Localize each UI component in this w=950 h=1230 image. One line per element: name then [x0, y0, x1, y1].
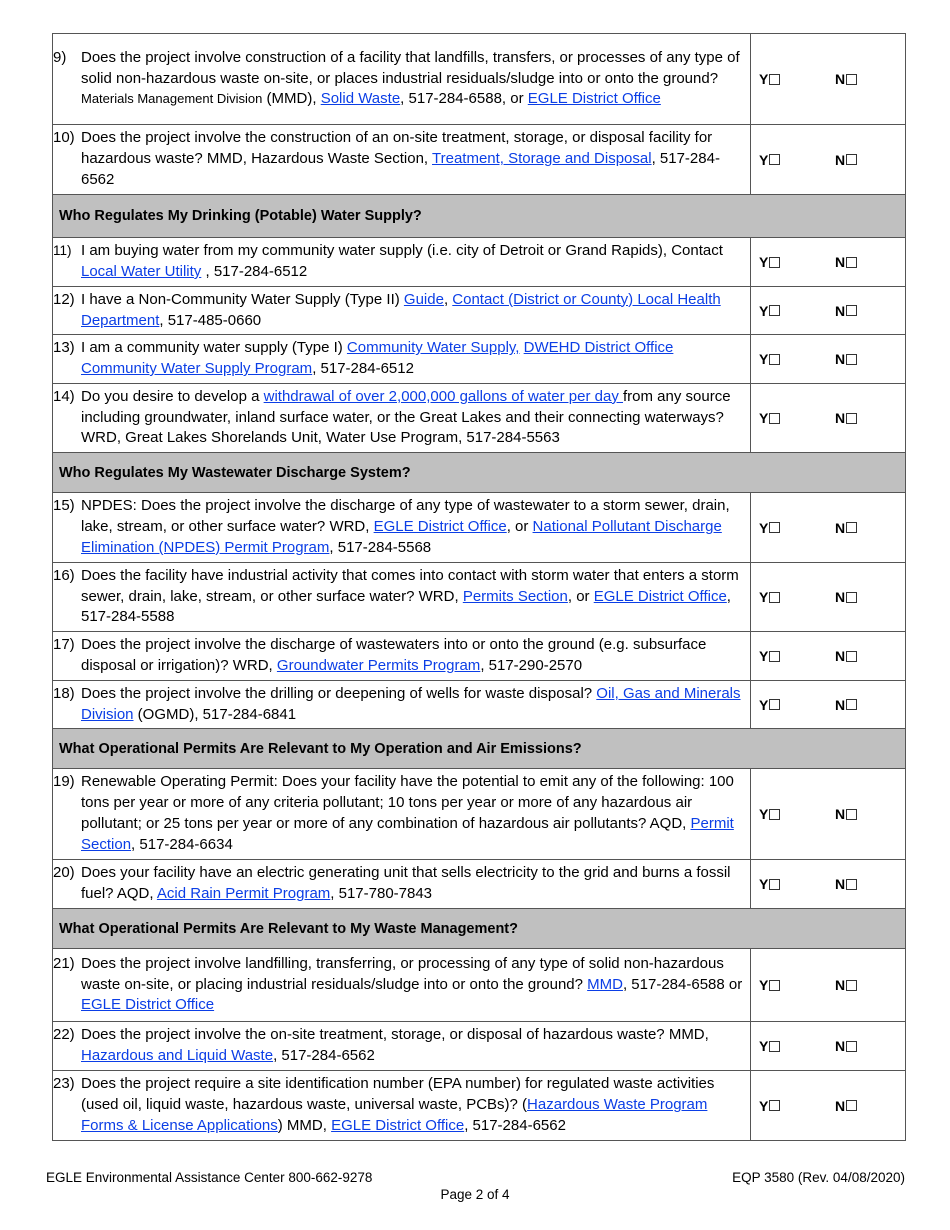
- text-run: , 517-284-6634: [131, 835, 233, 853]
- text-run: , 517-485-0660: [159, 311, 262, 329]
- no-checkbox[interactable]: [846, 154, 857, 165]
- question-row-23: [53, 1071, 906, 1141]
- no-checkbox[interactable]: [846, 1041, 857, 1052]
- yes-no-cell: [751, 563, 906, 632]
- question-text: [81, 48, 750, 110]
- yes-checkbox[interactable]: [769, 305, 780, 316]
- yes-no-cell: [751, 493, 906, 563]
- text-run: NPDES: Does the project involve the discharge of any type of wastewater to a storm sewer, drain, lake, stream, or other surface water? WRD,: [81, 497, 730, 536]
- yes-checkbox[interactable]: [769, 592, 780, 603]
- yes-no-cell: [751, 949, 906, 1022]
- question-number: 22): [53, 1026, 75, 1044]
- hyperlink[interactable]: EGLE District Office: [527, 90, 661, 108]
- yes-label: Y: [759, 351, 769, 367]
- question-text: [81, 241, 750, 283]
- yes-checkbox[interactable]: [769, 413, 780, 424]
- footer-contact: EGLE Environmental Assistance Center 800-662-9278: [46, 1170, 373, 1185]
- text-run: , 517-284-6588, or: [400, 90, 528, 108]
- yes-label: Y: [759, 151, 769, 168]
- question-number: 12): [53, 290, 75, 308]
- yes-no-cell: [751, 287, 906, 335]
- no-label: N: [835, 589, 846, 605]
- hyperlink[interactable]: EGLE District Office: [593, 587, 727, 605]
- text-run: Does your facility have an electric generating unit that sells electricity to the grid and burns a fossil fuel? AQD,: [81, 864, 731, 902]
- yes-label: Y: [759, 1038, 769, 1054]
- question-number: 10): [53, 129, 75, 147]
- text-run: , 517-284-6512: [312, 360, 414, 377]
- section-header: [53, 195, 906, 238]
- hyperlink[interactable]: Contact (District or County) Local Health Department: [81, 290, 721, 329]
- question-text: [81, 566, 750, 628]
- text-run: Does the project involve the construction of an on-site treatment, storage, or disposal facility for hazardous waste? MMD, Hazardous Waste Section,: [81, 129, 713, 168]
- yes-checkbox[interactable]: [769, 651, 780, 662]
- question-row-11: [53, 238, 906, 287]
- no-label: N: [835, 876, 846, 892]
- yes-no-cell: [751, 238, 906, 287]
- hyperlink[interactable]: Community Water Supply Program: [81, 360, 313, 377]
- text-run: (OGMD), 517-284-6841: [133, 705, 297, 723]
- no-label: N: [835, 351, 846, 367]
- question-row-14: [53, 384, 906, 453]
- question-text: [81, 635, 750, 677]
- yes-label: Y: [759, 410, 769, 426]
- text-run: , or: [506, 518, 533, 536]
- question-number: 23): [53, 1075, 75, 1093]
- question-text: [81, 387, 750, 449]
- text-run: , 517-284-6588 or: [622, 975, 743, 993]
- no-checkbox[interactable]: [846, 879, 857, 890]
- question-row-22: [53, 1022, 906, 1071]
- yes-label: Y: [759, 302, 769, 319]
- text-run: Does the project require a site identification number (EPA number) for regulated waste activities (used oil, liquid waste, hazardous waste, universal waste, PCBs)? (: [81, 1075, 715, 1114]
- question-text: [81, 496, 750, 558]
- yes-label: Y: [759, 254, 769, 270]
- text-run: I have a Non-Community Water Supply (Type II): [81, 290, 404, 308]
- no-label: N: [835, 71, 846, 87]
- text-run: Do you desire to develop a: [81, 387, 264, 405]
- question-text: [81, 338, 750, 380]
- text-run: Does the facility have industrial activity that comes into contact with storm water that enters a storm sewer, drain, lake, stream, or other surface water? WRD,: [81, 566, 739, 605]
- hyperlink[interactable]: EGLE District Office: [373, 518, 507, 536]
- hyperlink[interactable]: Oil, Gas and Minerals Division: [81, 684, 741, 723]
- yes-no-cell: [751, 769, 906, 860]
- yes-checkbox[interactable]: [769, 354, 780, 365]
- yes-checkbox[interactable]: [769, 809, 780, 820]
- hyperlink[interactable]: Hazardous Waste Program Forms & License Applications: [81, 1096, 708, 1134]
- no-checkbox[interactable]: [846, 809, 857, 820]
- question-row-21: [53, 949, 906, 1022]
- question-row-19: [53, 769, 906, 860]
- question-text: [81, 863, 750, 905]
- yes-label: Y: [759, 806, 769, 822]
- division-name: Materials Management Division: [81, 91, 263, 107]
- question-row-13: [53, 335, 906, 384]
- section-header-text: What Operational Permits Are Relevant to My Waste Management?: [59, 920, 518, 937]
- question-number: 19): [53, 773, 75, 791]
- no-label: N: [835, 1038, 846, 1054]
- text-run: , 517-284-5588: [81, 587, 731, 626]
- question-row-17: [53, 632, 906, 681]
- text-run: Does the project involve landfilling, transferring, or processing of any type of solid non-hazardous waste on-site, or placing industrial residuals/sludge into or onto the ground?: [81, 954, 724, 993]
- section-header: [53, 909, 906, 949]
- yes-no-cell: [751, 681, 906, 729]
- question-number: 20): [53, 864, 75, 882]
- yes-no-cell: [751, 632, 906, 681]
- text-run: Does the project involve construction of a facility that landfills, transfers, or processes of any type of solid non-hazardous waste on-site, or places industrial residuals/sludge into or onto the ground?: [81, 48, 740, 87]
- yes-checkbox[interactable]: [769, 699, 780, 710]
- no-label: N: [835, 302, 846, 319]
- no-label: N: [835, 696, 846, 713]
- text-run: from any source including groundwater, inland surface water, or the Great Lakes and their connecting waterways? WRD, Great Lakes Shorelands Unit, Water Use Program, 517-284-5563: [81, 387, 731, 447]
- yes-no-cell: [751, 384, 906, 453]
- no-checkbox[interactable]: [846, 74, 857, 85]
- hyperlink[interactable]: Local Water Utility: [81, 263, 202, 280]
- text-run: , or: [567, 587, 594, 605]
- yes-label: Y: [759, 977, 769, 993]
- yes-checkbox[interactable]: [769, 74, 780, 85]
- no-checkbox[interactable]: [846, 651, 857, 662]
- hyperlink[interactable]: Solid Waste: [320, 90, 401, 108]
- hyperlink[interactable]: Permits Section: [462, 587, 568, 605]
- no-label: N: [835, 254, 846, 270]
- yes-checkbox[interactable]: [769, 980, 780, 991]
- text-run: , 517-284-5568: [329, 538, 432, 556]
- hyperlink[interactable]: Community Water Supply,: [346, 339, 520, 357]
- text-run: ,: [443, 290, 453, 308]
- yes-checkbox[interactable]: [769, 1041, 780, 1052]
- text-run: , 517-290-2570: [480, 657, 583, 674]
- section-header: [53, 729, 906, 769]
- text-run: Does the project involve the on-site treatment, storage, or disposal of hazardous waste? MMD,: [81, 1026, 709, 1044]
- yes-no-cell: [751, 34, 906, 125]
- no-checkbox[interactable]: [846, 257, 857, 268]
- yes-label: Y: [759, 696, 769, 713]
- hyperlink[interactable]: EGLE District Office: [81, 996, 215, 1014]
- no-checkbox[interactable]: [846, 354, 857, 365]
- question-text: [81, 1025, 750, 1067]
- yes-checkbox[interactable]: [769, 522, 780, 533]
- yes-no-cell: [751, 125, 906, 195]
- text-run: ) MMD,: [277, 1116, 332, 1134]
- yes-label: Y: [759, 71, 769, 87]
- hyperlink[interactable]: Groundwater Permits Program: [276, 657, 481, 674]
- question-number: 13): [53, 339, 75, 357]
- no-label: N: [835, 806, 846, 822]
- yes-label: Y: [759, 648, 769, 664]
- hyperlink[interactable]: Treatment, Storage and Disposal: [432, 150, 652, 168]
- question-row-18: [53, 681, 906, 729]
- no-label: N: [835, 1097, 846, 1114]
- question-number: 21): [53, 954, 75, 972]
- footer-page-number: Page 2 of 4: [440, 1187, 510, 1202]
- hyperlink[interactable]: Hazardous and Liquid Waste: [81, 1047, 274, 1064]
- yes-label: Y: [759, 589, 769, 605]
- question-text: [81, 772, 750, 855]
- no-checkbox[interactable]: [846, 980, 857, 991]
- hyperlink[interactable]: Permit Section: [81, 815, 734, 853]
- question-text: [81, 954, 750, 1016]
- no-label: N: [835, 151, 846, 168]
- question-row-16: [53, 563, 906, 632]
- yes-checkbox[interactable]: [769, 154, 780, 165]
- question-row-20: [53, 860, 906, 909]
- text-run: Does the project involve the drilling or deepening of wells for waste disposal?: [81, 684, 597, 702]
- question-number: 17): [53, 636, 75, 654]
- question-row-15: [53, 493, 906, 563]
- hyperlink[interactable]: Acid Rain Permit Program: [156, 885, 331, 902]
- no-checkbox[interactable]: [846, 699, 857, 710]
- question-row-10: [53, 125, 906, 195]
- hyperlink[interactable]: National Pollutant Discharge Elimination (NPDES) Permit Program: [81, 518, 722, 556]
- text-run: , 517-284-6562: [273, 1047, 375, 1064]
- hyperlink[interactable]: DWEHD District Office: [523, 339, 674, 357]
- text-run: Does the project involve the discharge of wastewaters into or onto the ground (e.g. subsurface disposal or irrigation)? WRD,: [81, 636, 707, 674]
- question-row-12: [53, 287, 906, 335]
- text-run: , 517-780-7843: [330, 885, 433, 902]
- no-label: N: [835, 648, 846, 664]
- question-number: 14): [53, 387, 75, 405]
- question-row-9: [53, 34, 906, 125]
- permit-checklist-table: [52, 33, 906, 1141]
- text-run: (MMD),: [262, 90, 321, 108]
- section-header-text: Who Regulates My Wastewater Discharge System?: [59, 464, 411, 481]
- section-header: [53, 453, 906, 493]
- question-number: 15): [53, 497, 75, 515]
- footer-form-number: EQP 3580 (Rev. 04/08/2020): [732, 1170, 905, 1185]
- no-label: N: [835, 410, 846, 426]
- question-text: [81, 1074, 750, 1136]
- yes-label: Y: [759, 876, 769, 892]
- section-header-text: What Operational Permits Are Relevant to My Operation and Air Emissions?: [59, 740, 582, 757]
- yes-checkbox[interactable]: [769, 879, 780, 890]
- text-run: Renewable Operating Permit: Does your facility have the potential to emit any of the following: 100 tons per year or more of any criteria pollutant; 10 tons per year or more of any hazardous air pollutant; or 25 tons per year or more of any combination of hazardous air pollutants? AQD,: [81, 773, 734, 832]
- hyperlink[interactable]: Guide: [403, 290, 444, 308]
- yes-label: Y: [759, 1097, 769, 1114]
- no-checkbox[interactable]: [846, 1100, 857, 1111]
- no-checkbox[interactable]: [846, 413, 857, 424]
- question-number: 9): [53, 48, 67, 66]
- text-run: , 517-284-6562: [81, 150, 720, 188]
- question-number: 16): [53, 566, 75, 584]
- section-header-text: Who Regulates My Drinking (Potable) Water Supply?: [59, 208, 422, 224]
- no-checkbox[interactable]: [846, 592, 857, 603]
- yes-no-cell: [751, 1022, 906, 1071]
- hyperlink[interactable]: EGLE District Office: [331, 1116, 465, 1134]
- text-run: I am buying water from my community water supply (i.e. city of Detroit or Grand Rapids), Contact: [81, 242, 723, 260]
- yes-checkbox[interactable]: [769, 257, 780, 268]
- hyperlink[interactable]: withdrawal of over 2,000,000 gallons of water per day: [263, 387, 624, 405]
- yes-no-cell: [751, 860, 906, 909]
- text-run: , 517-284-6562: [464, 1116, 566, 1134]
- question-number: 11): [53, 243, 72, 259]
- yes-label: Y: [759, 519, 769, 536]
- text-run: I am a community water supply (Type I): [81, 339, 347, 357]
- no-checkbox[interactable]: [846, 305, 857, 316]
- text-run: , 517-284-6512: [201, 263, 308, 280]
- question-text: [81, 290, 750, 332]
- yes-no-cell: [751, 1071, 906, 1141]
- question-text: [81, 684, 750, 726]
- hyperlink[interactable]: MMD: [587, 975, 623, 993]
- yes-checkbox[interactable]: [769, 1100, 780, 1111]
- no-label: N: [835, 519, 846, 536]
- yes-no-cell: [751, 335, 906, 384]
- question-number: 18): [53, 684, 75, 702]
- question-text: [81, 128, 750, 190]
- no-checkbox[interactable]: [846, 522, 857, 533]
- no-label: N: [835, 977, 846, 993]
